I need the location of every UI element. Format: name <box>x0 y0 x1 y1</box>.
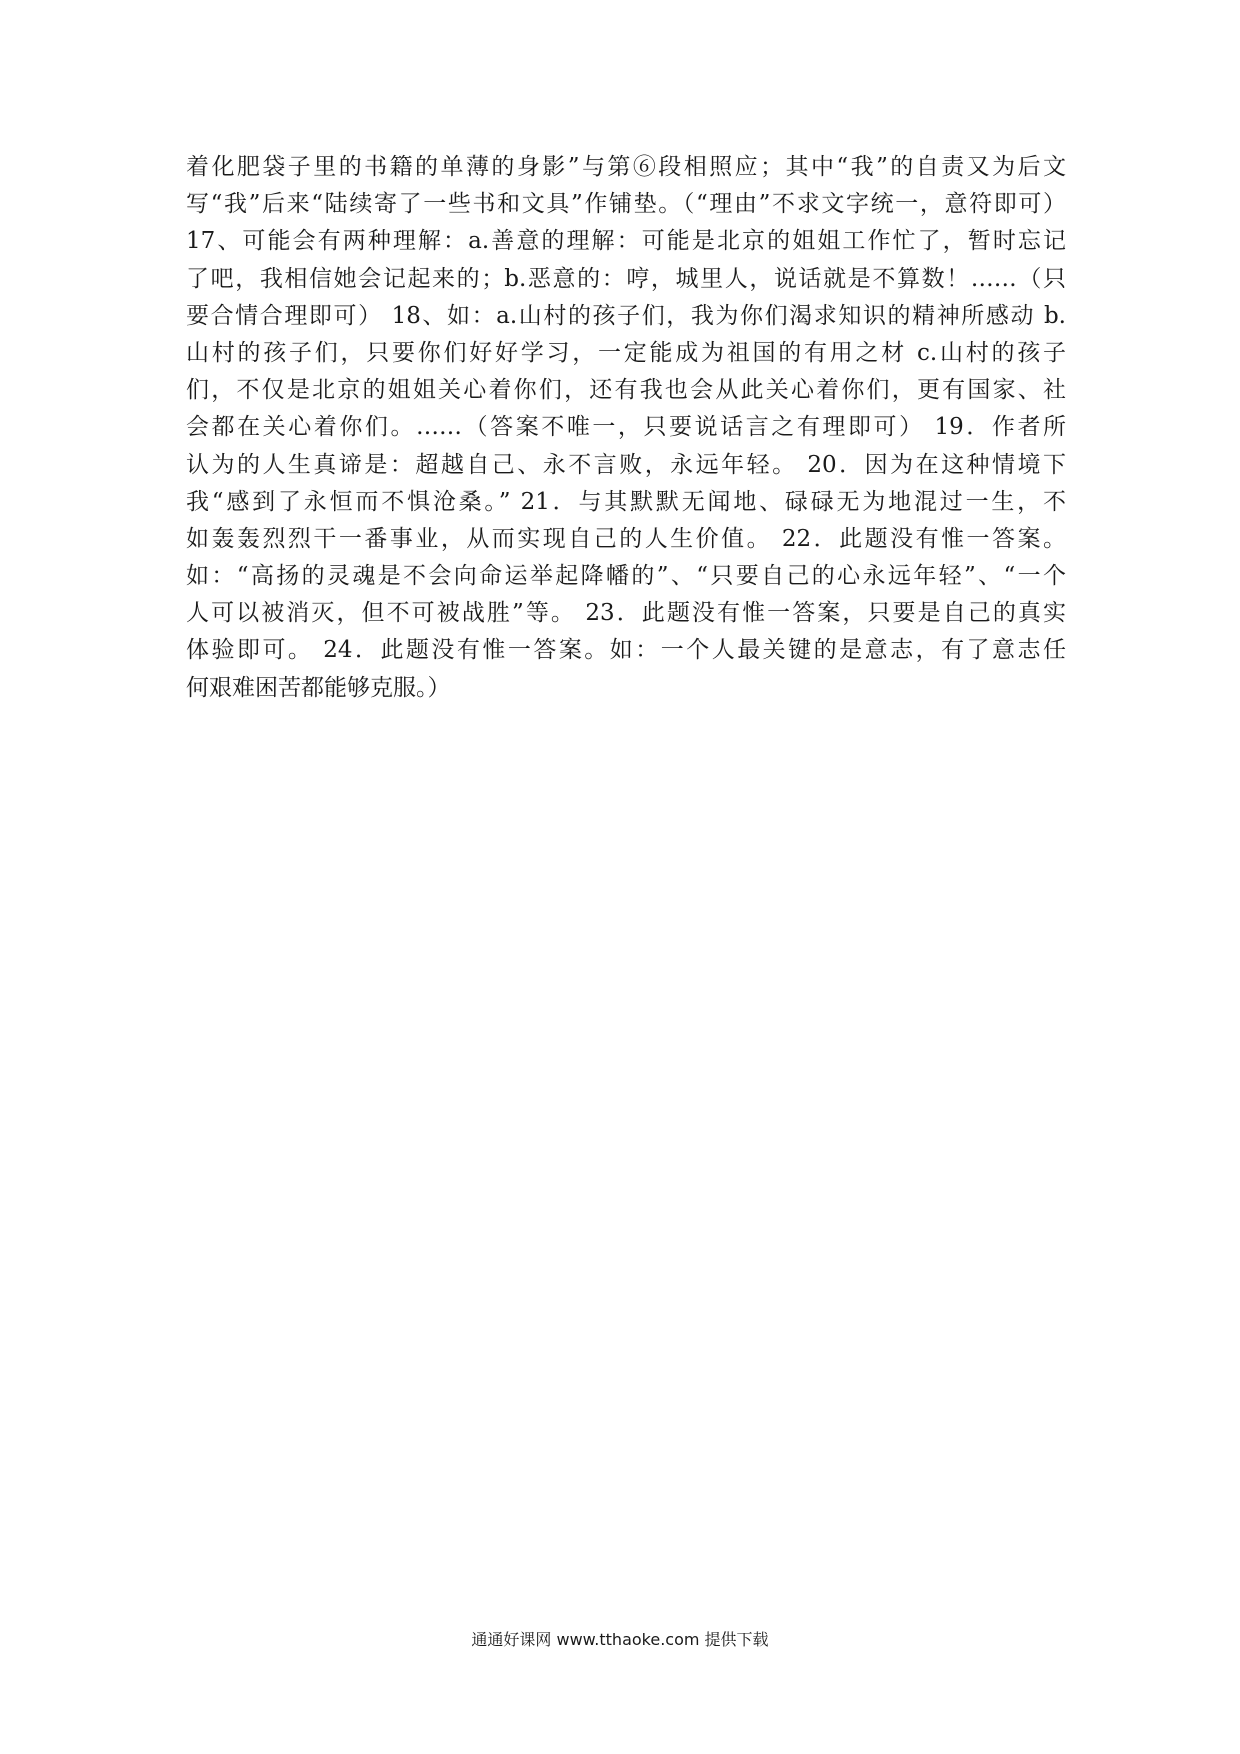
text-line: 们，不仅是北京的姐姐关心着你们，还有我也会从此关心着你们，更有国家、社 <box>186 377 1066 404</box>
page-footer: 通通好课网 www.tthaoke.com 提供下载 <box>471 1630 769 1649</box>
text-line: 写“我”后来“陆续寄了一些书和文具”作铺垫。（“理由”不求文字统一，意符即可） <box>186 191 1066 218</box>
text-line: 认为的人生真谛是：超越自己、永不言败，永远年轻。 20．因为在这种情境下 <box>186 451 1066 478</box>
text-line: 17、可能会有两种理解：a.善意的理解：可能是北京的姐姐工作忙了，暂时忘记 <box>186 228 1066 255</box>
text-line: 我“感到了永恒而不惧沧桑。” 21．与其默默无闻地、碌碌无为地混过一生，不 <box>186 488 1066 515</box>
text-line: 如：“高扬的灵魂是不会向命运举起降幡的”、“只要自己的心永远年轻”、“一个 <box>186 563 1066 590</box>
text-line: 了吧，我相信她会记起来的；b.恶意的：哼，城里人，说话就是不算数！……（只 <box>186 265 1066 292</box>
text-line: 人可以被消灭，但不可被战胜”等。 23．此题没有惟一答案，只要是自己的真实 <box>186 600 1066 627</box>
text-line: 体验即可。 24．此题没有惟一答案。如：一个人最关键的是意志，有了意志任 <box>186 637 1066 664</box>
text-line: 如轰轰烈烈干一番事业，从而实现自己的人生价值。 22．此题没有惟一答案。 <box>186 525 1066 552</box>
text-line: 山村的孩子们，只要你们好好学习，一定能成为祖国的有用之材 c.山村的孩子 <box>186 339 1066 366</box>
text-line: 要合情合理即可） 18、如：a.山村的孩子们，我为你们渴求知识的精神所感动 b. <box>186 302 1066 329</box>
text-line: 着化肥袋子里的书籍的单薄的身影”与第⑥段相照应；其中“我”的自责又为后文 <box>186 154 1066 180</box>
text-line: 会都在关心着你们。……（答案不唯一，只要说话言之有理即可） 19．作者所 <box>186 414 1066 441</box>
text-line: 何艰难困苦都能够克服。） <box>186 674 451 701</box>
answer-text-block <box>186 149 1066 707</box>
